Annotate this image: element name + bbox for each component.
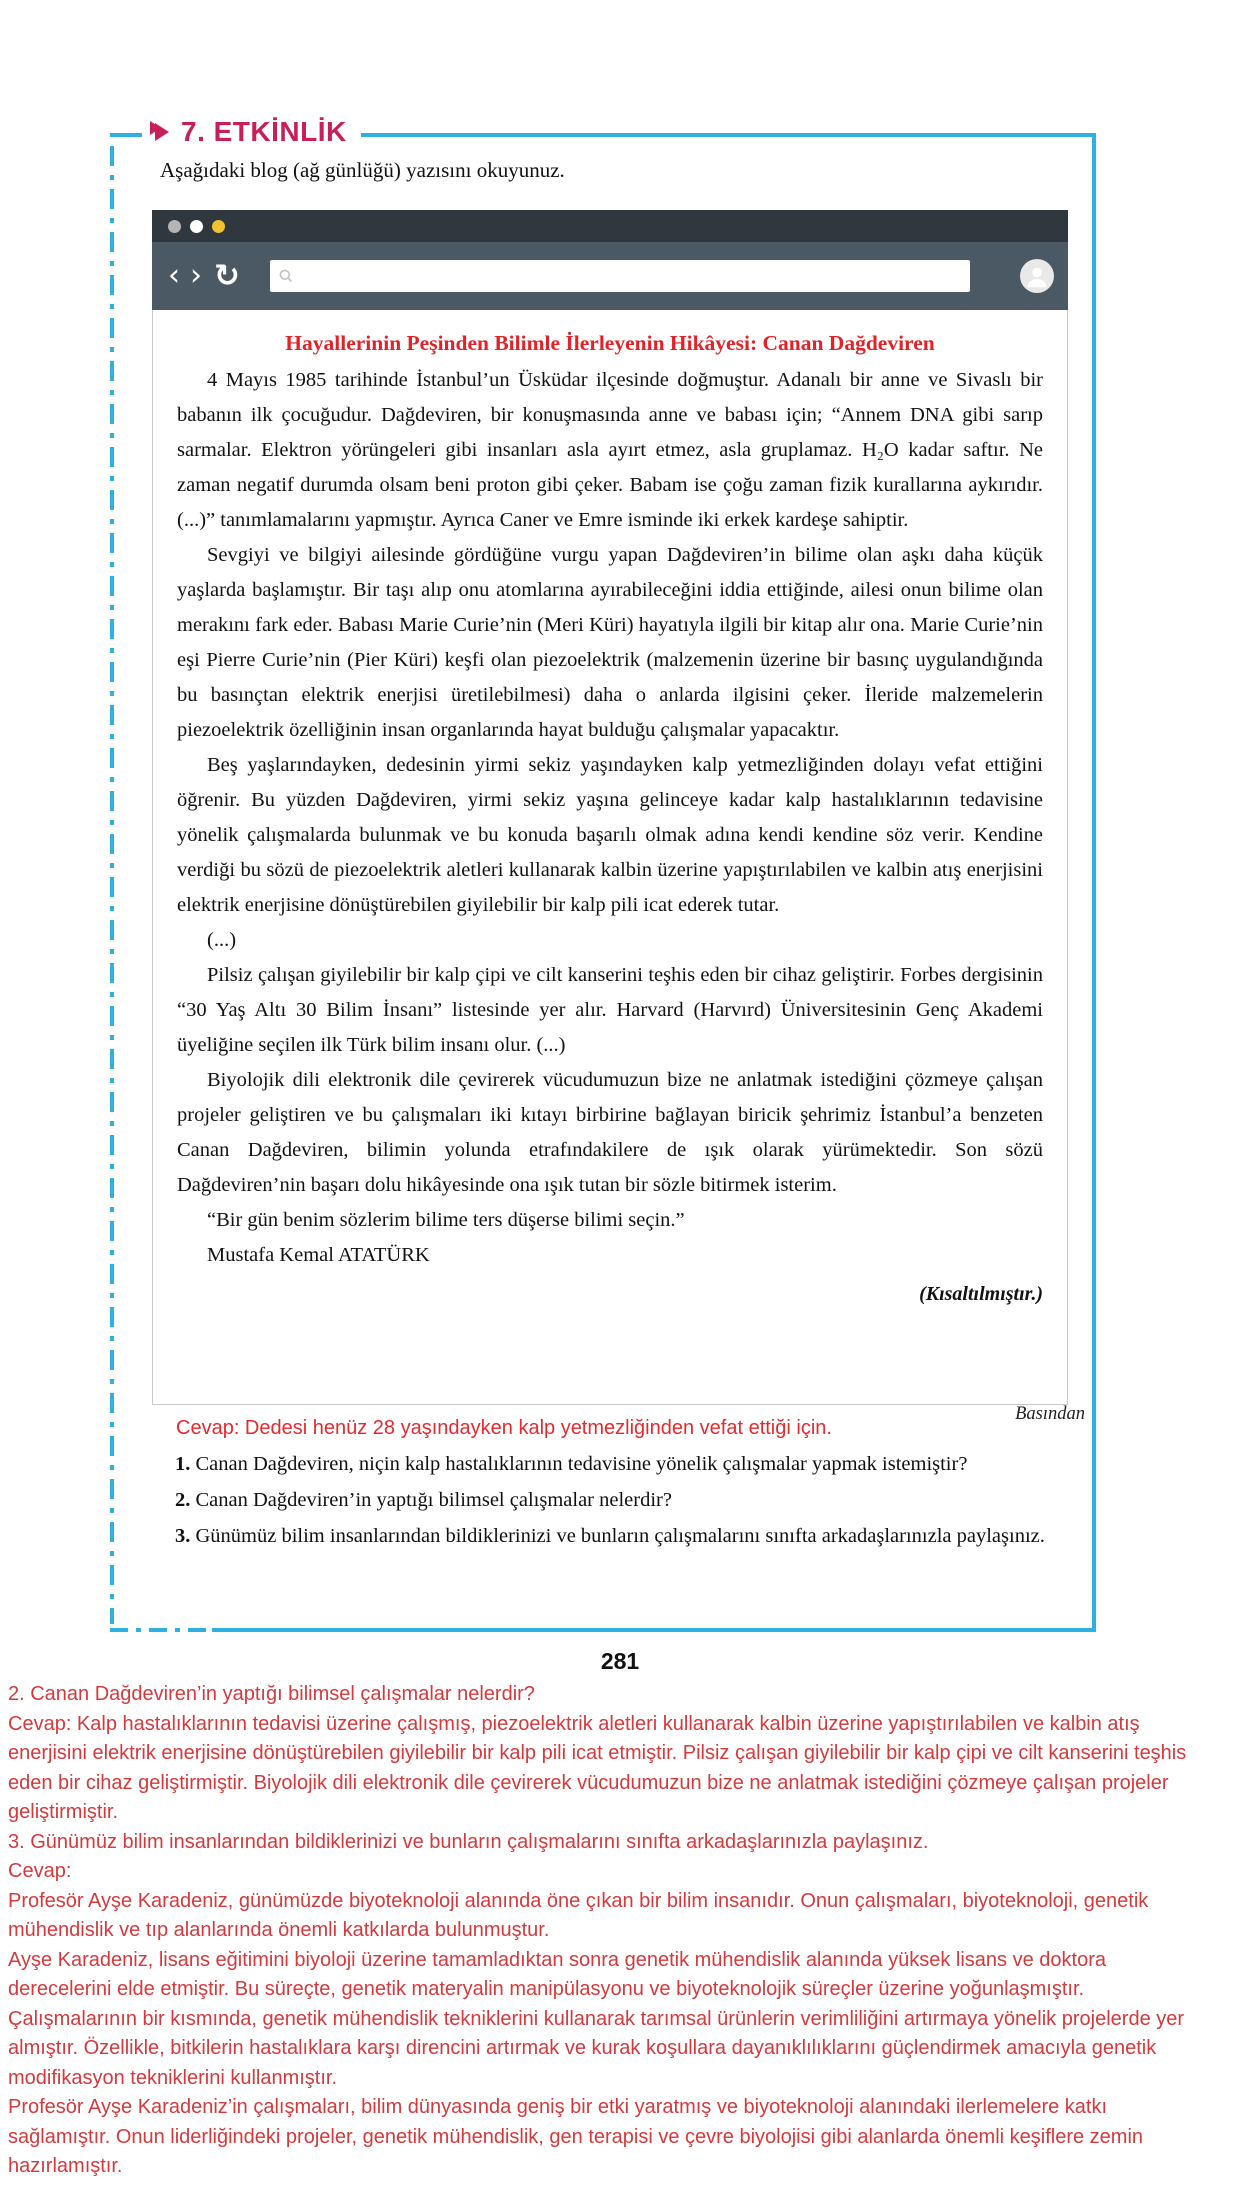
handwritten-answers-block xyxy=(8,1680,1198,2182)
source-note: Basından xyxy=(1015,1404,1085,1424)
page-number: 281 xyxy=(600,1648,640,1674)
handwritten-line: Ayşe Karadeniz, lisans eğitimini biyoloji üzerine tamamladıktan sonra genetik mühendislik alanında yüksek lisans ve doktora derecelerini elde etmiştir. Bu süreçte, genetik materyalin manipülasyonu ve biyoteknolojik süreçler üzerine yoğunlaşmıştır. xyxy=(8,1948,1106,2000)
blog-title: Hayallerinin Peşinden Bilimle İlerleyenin Hikâyesi: Canan Dağdeviren xyxy=(285,331,935,355)
question-item: 1. Canan Dağdeviren, niçin kalp hastalıklarının tedavisine yönelik çalışmalar yapmak istemiştir? xyxy=(175,1453,968,1475)
blog-paragraph: Sevgiyi ve bilgiyi ailesinde gördüğüne vurgu yapan Dağdeviren’in bilime olan aşkı daha küçük yaşlarda başlamıştır. Bir taşı alıp onu atomlarına ayırabileceğini iddia ettiğinde, ailesi onun bilime olan merakını fark eder. Babası Marie Curie’nin (Meri Küri) hayatıyla ilgili bir kitap alır ona. Marie Curie’nin eşi Pierre Curie’nin (Pier Küri) keşfi olan piezoelektrik (malzemenin üzerine bir basınç uygulandığında bu basınçtan elektrik enerjisi üretilebilmesi) daha o anlarda ilgisini çeker. İleride malzemelerin piezoelektrik özelliğinin insan organlarında hayat bulduğu çalışmalar yapacaktır. xyxy=(177,544,1043,741)
avatar-icon[interactable] xyxy=(1020,259,1054,293)
handwritten-line: Cevap: xyxy=(8,1860,72,1882)
questions-list xyxy=(140,1446,1086,1554)
blog-quote-author: Mustafa Kemal ATATÜRK xyxy=(207,1244,430,1266)
handwritten-answer-1: Cevap: Dedesi henüz 28 yaşındayken kalp yetmezliğinden vefat ettiği için. xyxy=(176,1417,832,1439)
blog-ellipsis: (...) xyxy=(207,929,237,951)
blog-quote: “Bir gün benim sözlerim bilime ters düşerse bilimi seçin.” xyxy=(207,1209,685,1231)
question-item: 3. Günümüz bilim insanlarından bildiklerinizi ve bunların çalışmalarını sınıfta arkadaşlarınızla paylaşınız. xyxy=(175,1525,1045,1547)
activity-frame-left xyxy=(110,146,114,1624)
refresh-icon[interactable]: ↻ xyxy=(214,257,240,294)
handwritten-line: 3. Günümüz bilim insanlarından bildiklerinizi ve bunların çalışmalarını sınıfta arkadaşlarınızla paylaşınız. xyxy=(8,1830,929,1853)
handwritten-line: 2. Canan Dağdeviren’in yaptığı bilimsel çalışmalar nelerdir? xyxy=(8,1683,535,1705)
blog-paragraph: Beş yaşlarındayken, dedesinin yirmi sekiz yaşındayken kalp yetmezliğinden dolayı vefat ettiğini öğrenir. Bu yüzden Dağdeviren, yirmi sekiz yaşına gelinceye kadar kalp hastalıklarının tedavisine yönelik çalışmalarda bulunmak ve bu konuda başarılı olmak adına kendi kendine söz verir. Kendine verdiği bu sözü de piezoelektrik aletleri kullanarak kalbin üzerine yapıştırılabilen ve kalbin atış enerjisini elektrik enerjisine dönüştürebilen giyilebilir bir kalp pili icat ederek tutar. xyxy=(177,754,1043,916)
search-input[interactable] xyxy=(270,260,970,292)
window-dot-yellow-icon[interactable] xyxy=(212,220,225,233)
forward-icon[interactable]: › xyxy=(190,258,202,293)
blog-article xyxy=(152,310,1068,1405)
activity-title-label: 7. ETKİNLİK xyxy=(181,116,347,147)
activity-instruction: Aşağıdaki blog (ağ günlüğü) yazısını okuyunuz. xyxy=(160,158,565,182)
blog-paragraph: Pilsiz çalışan giyilebilir bir kalp çipi ve cilt kanserini teşhis eden bir cihaz geliştirir. Forbes dergisinin “30 Yaş Altı 30 Bilim İnsanı” listesinde yer alır. Harvard (Harvırd) Üniversitesinin Genç Akademi üyeliğine seçilen ilk Türk bilim insanı olur. (...) xyxy=(177,964,1043,1056)
handwritten-line: Profesör Ayşe Karadeniz, günümüzde biyoteknoloji alanında öne çıkan bir bilim insanıdır. Onun çalışmaları, biyoteknoloji, genetik mühendislik ve tıp alanlarında önemli katkılarda bulunmuştur. xyxy=(8,1889,1149,1941)
blog-paragraph: 4 Mayıs 1985 tarihinde İstanbul’un Üsküdar ilçesinde doğmuştur. Adanalı bir anne ve Sivaslı bir babanın ilk çocuğudur. Dağdeviren, bir konuşmasında anne ve babası için; “Annem DNA gibi sarıp sarmalar. Elektron yörüngeleri gibi insanları asla ayırt etmez, asla gruplamaz. H₂O kadar saftır. Ne zaman negatif durumda olsam beni proton gibi çeker. Babam ise çoğu zaman fizik kurallarına aykırıdır. (...)” tanımlamalarını yapmıştır. Ayrıca Caner ve Emre isminde iki erkek kardeşe sahiptir. xyxy=(177,369,1043,531)
handwritten-line: Cevap: Kalp hastalıklarının tedavisi üzerine çalışmış, piezoelektrik aletleri kullanarak kalbin üzerine yapıştırılabilen ve kalbin atış enerjisini elektrik enerjisine dönüştürebilen giyilebilir bir kalp pili icat etmiştir. Pilsiz çalışan giyilebilir bir kalp çipi ve cilt kanserini teşhis eden bir cihaz geliştirmiştir. Biyolojik dili elektronik dile çevirerek vücudumuzun bize ne anlatmak istediğini çözmeye çalışan projeler geliştirmiştir. xyxy=(8,1712,1187,1823)
abridged-note: (Kısaltılmıştır.) xyxy=(919,1283,1043,1305)
activity-header xyxy=(142,110,361,154)
activity-frame-right xyxy=(1092,133,1096,1632)
handwritten-line: Profesör Ayşe Karadeniz’in çalışmaları, bilim dünyasında geniş bir etki yaratmış ve biyoteknoloji alanındaki ilerlemelere katkı sağlamıştır. Onun liderliğindeki projeler, genetik mühendislik, gen terapisi ve çevre biyolojisi gibi alanlarda önemli keşiflere zemin hazırlamıştır. xyxy=(8,2096,1144,2177)
back-icon[interactable]: ‹ xyxy=(168,258,180,293)
question-item: 2. Canan Dağdeviren’in yaptığı bilimsel çalışmalar nelerdir? xyxy=(175,1489,672,1511)
activity-frame-bottom-dash xyxy=(110,1628,210,1632)
double-arrow-icon xyxy=(150,116,171,148)
window-dot-gray-icon[interactable] xyxy=(168,220,181,233)
blog-paragraph: Biyolojik dili elektronik dile çevirerek vücudumuzun bize ne anlatmak istediğini çözmeye çalışan projeler geliştiren ve bu çalışmaları iki kıtayı birbirine bağlayan biricik şehrimiz İstanbul’a benzeten Canan Dağdeviren, bilimin yolunda etrafındakilere de ışık olarak yürümektedir. Son sözü Dağdeviren’nin başarı dolu hikâyesinde ona ışık tutan bir sözle bitirmek isterim. xyxy=(177,1069,1043,1196)
browser-window xyxy=(152,210,1068,1406)
activity-frame-bottom xyxy=(212,1628,1096,1632)
browser-toolbar xyxy=(152,242,1068,310)
window-dot-white-icon[interactable] xyxy=(190,220,203,233)
handwritten-line: Çalışmalarının bir kısmında, genetik mühendislik tekniklerini kullanarak tarımsal ürünlerin verimliliğini artırmaya yönelik projelerde yer almıştır. Özellikle, bitkilerin hastalıklara karşı direncini artırmak ve kurak koşullara dayanıklılıklarını güçlendirmek amacıyla genetik modifikasyon tekniklerini kullanmıştır. xyxy=(8,2007,1185,2089)
browser-titlebar xyxy=(152,210,1068,242)
